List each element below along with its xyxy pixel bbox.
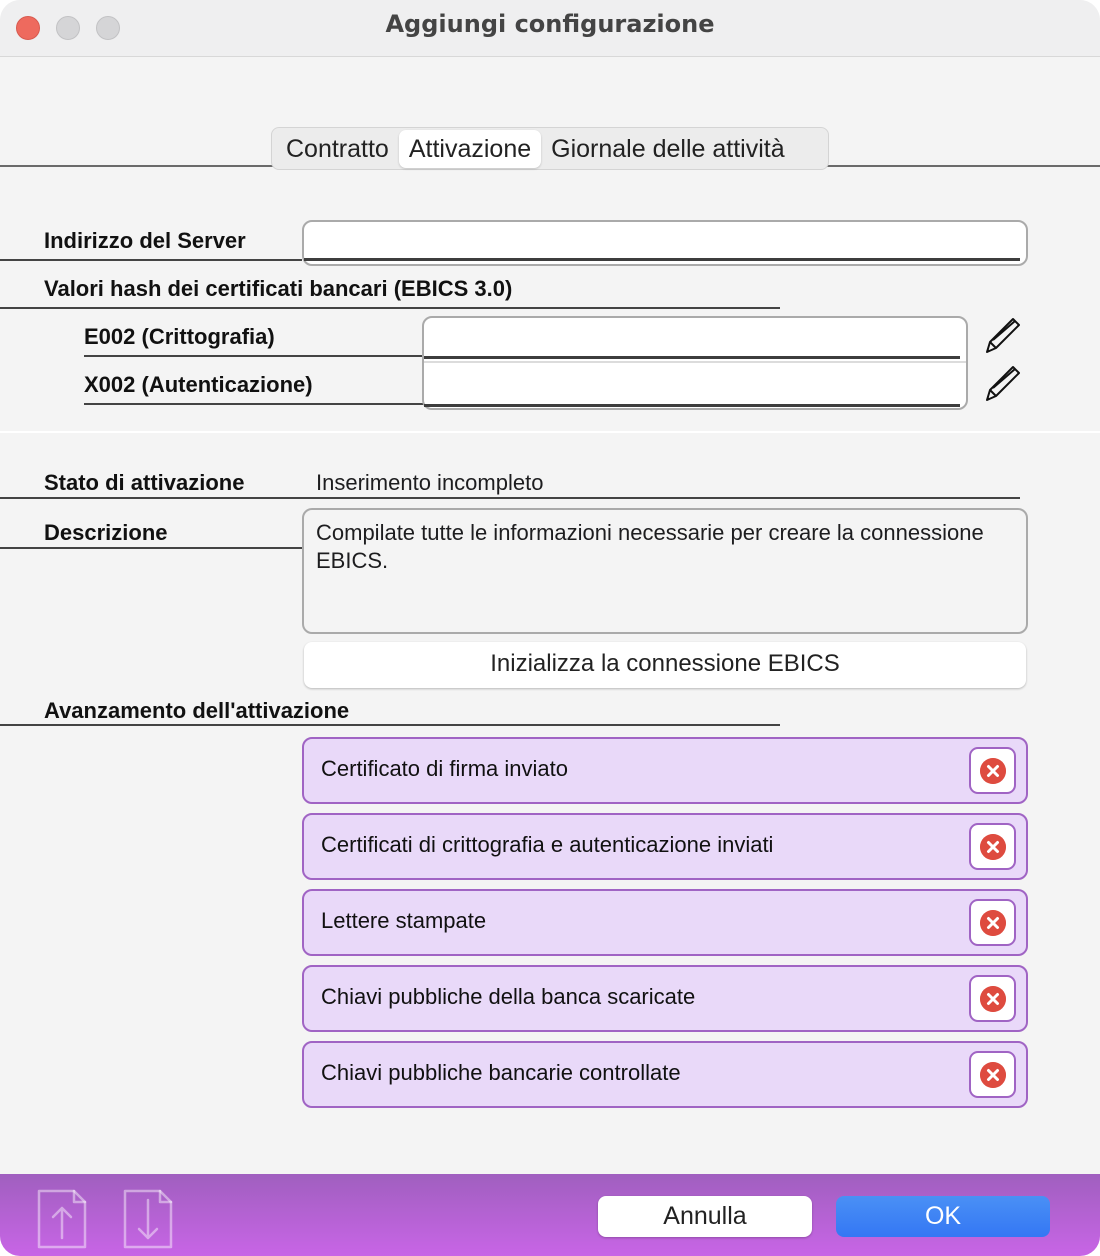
title-bar	[0, 0, 1100, 57]
x002-input-underline	[424, 404, 960, 407]
tab-attivazione[interactable]: Attivazione	[399, 130, 541, 168]
server-input-underline	[304, 258, 1020, 261]
hash-fields-box	[422, 316, 968, 410]
step-label: Chiavi pubbliche della banca scaricate	[321, 984, 696, 1009]
step-status-button[interactable]	[969, 899, 1016, 946]
server-label: Indirizzo del Server	[44, 228, 246, 253]
ok-button[interactable]: OK	[836, 1196, 1050, 1237]
step-status-button[interactable]	[969, 747, 1016, 794]
step-label: Certificato di firma inviato	[321, 756, 568, 781]
error-x-icon	[980, 910, 1006, 936]
step-status-button[interactable]	[969, 823, 1016, 870]
description-label-rule	[0, 547, 302, 549]
x002-label: X002 (Autenticazione)	[84, 372, 313, 397]
window-title: Aggiungi configurazione	[385, 10, 715, 38]
initialize-ebics-button[interactable]: Inizializza la connessione EBICS	[304, 642, 1026, 688]
status-value: Inserimento incompleto	[316, 470, 544, 495]
x002-label-rule	[84, 403, 424, 405]
tab-contratto[interactable]: Contratto	[286, 134, 389, 163]
server-address-input[interactable]	[302, 220, 1028, 266]
error-x-icon	[980, 758, 1006, 784]
section-separator	[0, 431, 1100, 433]
pencil-icon[interactable]	[983, 364, 1023, 404]
step-label: Lettere stampate	[321, 908, 487, 933]
progress-step	[302, 813, 1028, 880]
tab-giornale[interactable]: Giornale delle attività	[551, 134, 785, 163]
hash-section-label: Valori hash dei certificati bancari (EBICS 3.0)	[44, 276, 513, 301]
error-x-icon	[980, 834, 1006, 860]
progress-rule	[0, 724, 780, 726]
status-rule	[0, 497, 1020, 499]
hash-section-rule	[0, 307, 780, 309]
step-label: Chiavi pubbliche bancarie controllate	[321, 1060, 681, 1085]
status-label: Stato di attivazione	[44, 470, 245, 495]
x002-hash-input[interactable]	[424, 363, 966, 408]
description-label: Descrizione	[44, 520, 168, 545]
file-upload-icon[interactable]	[36, 1188, 88, 1250]
e002-label: E002 (Crittografia)	[84, 324, 275, 349]
progress-step	[302, 737, 1028, 804]
progress-label: Avanzamento dell'attivazione	[44, 698, 350, 723]
error-x-icon	[980, 1062, 1006, 1088]
progress-step	[302, 965, 1028, 1032]
e002-label-rule	[84, 355, 424, 357]
cancel-button[interactable]: Annulla	[598, 1196, 812, 1237]
footer-bar	[0, 1174, 1100, 1256]
step-status-button[interactable]	[969, 975, 1016, 1022]
e002-input-underline	[424, 356, 960, 359]
tab-bar	[271, 127, 829, 170]
description-text: Compilate tutte le informazioni necessarie per creare la connessione EBICS.	[302, 508, 1028, 634]
file-download-icon[interactable]	[122, 1188, 174, 1250]
error-x-icon	[980, 986, 1006, 1012]
pencil-icon[interactable]	[983, 316, 1023, 356]
progress-step	[302, 889, 1028, 956]
progress-step	[302, 1041, 1028, 1108]
step-status-button[interactable]	[969, 1051, 1016, 1098]
step-label: Certificati di crittografia e autenticazione inviati	[321, 832, 774, 857]
server-label-rule	[0, 259, 302, 261]
